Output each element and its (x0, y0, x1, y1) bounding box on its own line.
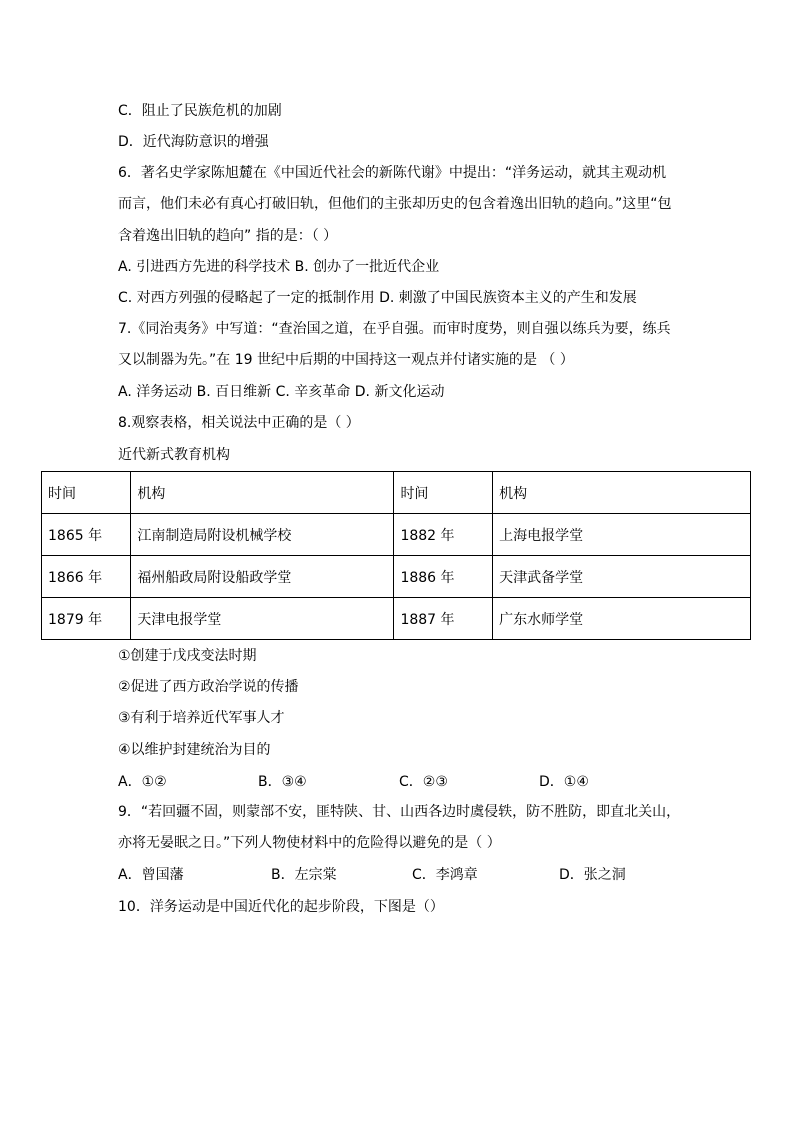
table-row (42, 598, 751, 640)
table-row (42, 556, 751, 598)
option-c: C．李鸿章 (412, 867, 478, 883)
table-cell: 1882 年 (394, 514, 493, 556)
table-header-cell: 机构 (493, 472, 751, 514)
table-cell: 1865 年 (42, 514, 131, 556)
line-option-c: C．阻止了民族危机的加剧 (118, 103, 282, 119)
table-cell: 1866 年 (42, 556, 131, 598)
statement-1: ①创建于戊戌变法时期 (118, 648, 257, 664)
question-6-line-1: 6．著名史学家陈旭麓在《中国近代社会的新陈代谢》中提出：“洋务运动，就其主观动机 (118, 165, 667, 181)
table-caption: 近代新式教育机构 (118, 447, 230, 463)
option-d: D．张之洞 (559, 867, 626, 883)
table-cell: 1887 年 (394, 598, 493, 640)
table-cell: 1886 年 (394, 556, 493, 598)
statement-2: ②促进了西方政治学说的传播 (118, 679, 299, 695)
table-cell: 天津武备学堂 (493, 556, 751, 598)
option-d: D．①④ (539, 774, 589, 790)
option-b: B．③④ (258, 774, 307, 790)
table-row (42, 514, 751, 556)
question-6-options-ab: A. 引进西方先进的科学技术 B. 创办了一批近代企业 (118, 259, 440, 275)
question-6-options-cd: C. 对西方列强的侵略起了一定的抵制作用 D. 刺激了中国民族资本主义的产生和发展 (118, 290, 637, 306)
table-header-row (42, 472, 751, 514)
option-b: B．左宗棠 (271, 867, 337, 883)
question-6-line-2: 而言，他们未必有真心打破旧轨，但他们的主张却历史的包含着逸出旧轨的趋向。”这里“包 (118, 196, 672, 212)
table-cell: 广东水师学堂 (493, 598, 751, 640)
line-option-d: D．近代海防意识的增强 (118, 134, 269, 150)
question-7-line-1: 7.《同治夷务》中写道：“查治国之道，在乎自强。而审时度势，则自强以练兵为要，练兵 (118, 321, 671, 337)
table-cell: 上海电报学堂 (493, 514, 751, 556)
table-cell: 福州船政局附设船政学堂 (131, 556, 394, 598)
statement-3: ③有利于培养近代军事人才 (118, 710, 285, 726)
question-9-options (118, 865, 626, 885)
question-6-line-3: 含着逸出旧轨的趋向” 指的是：（ ） (118, 228, 338, 244)
table-cell: 1879 年 (42, 598, 131, 640)
question-7-options: A. 洋务运动 B. 百日维新 C. 辛亥革命 D. 新文化运动 (118, 384, 445, 400)
table-header-cell: 时间 (394, 472, 493, 514)
option-c: C．②③ (399, 774, 448, 790)
question-8-options (118, 772, 589, 792)
question-9-line-2: 亦将无晏眠之日。”下列人物使材料中的危险得以避免的是（ ） (118, 835, 501, 851)
table-header-cell: 时间 (42, 472, 131, 514)
education-table (41, 471, 751, 640)
table-cell: 江南制造局附设机械学校 (131, 514, 394, 556)
option-a: A．①② (118, 774, 167, 790)
table-header-cell: 机构 (131, 472, 394, 514)
question-10: 10．洋务运动是中国近代化的起步阶段，下图是（） (118, 899, 444, 915)
question-8-stem: 8.观察表格，相关说法中正确的是（ ） (118, 415, 360, 431)
question-9-line-1: 9．“若回疆不固，则蒙部不安，匪特陕、甘、山西各边时虞侵轶，防不胜防，即直北关山， (118, 804, 681, 820)
option-a: A．曾国藩 (118, 867, 184, 883)
statement-4: ④以维护封建统治为目的 (118, 742, 271, 758)
question-7-line-2: 又以制器为先。”在 19 世纪中后期的中国持这一观点并付诸实施的是 （ ） (118, 352, 574, 368)
table-cell: 天津电报学堂 (131, 598, 394, 640)
